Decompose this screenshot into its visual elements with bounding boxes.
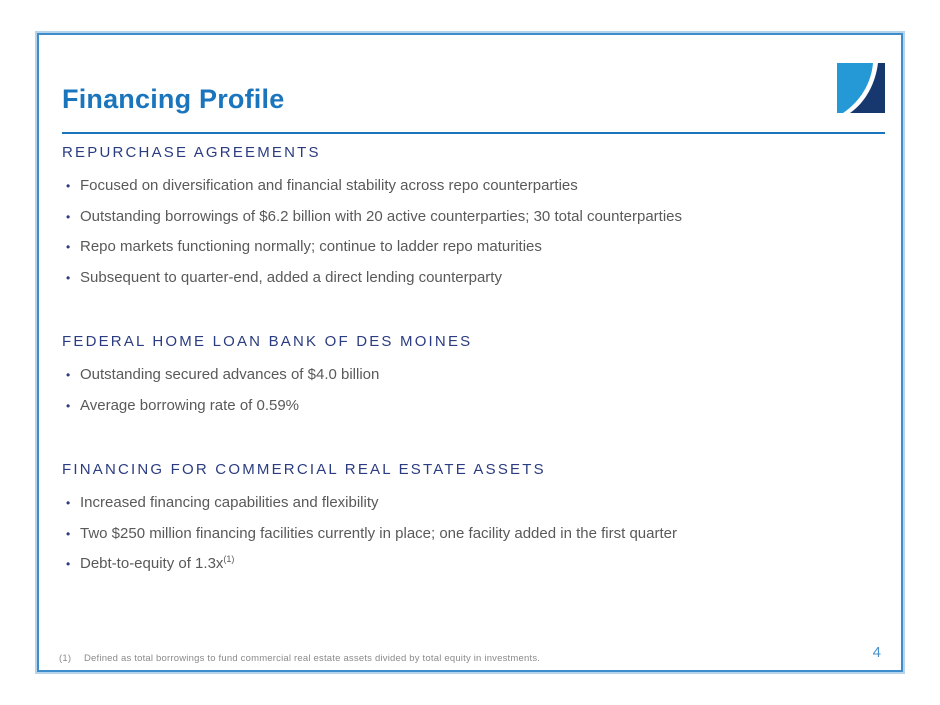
list-item	[66, 398, 885, 415]
list-item	[66, 209, 885, 226]
list-item	[66, 556, 885, 573]
list-item	[66, 239, 885, 256]
bullet-text: Average borrowing rate of 0.59%	[80, 396, 300, 414]
slide-frame	[37, 33, 903, 672]
bullet-icon: •	[66, 557, 71, 571]
bullet-icon: •	[66, 270, 71, 285]
bullet-list	[62, 495, 885, 573]
bullet-list	[62, 367, 885, 414]
bullet-list	[62, 178, 885, 286]
slide-content	[62, 145, 885, 621]
bullet-text: Outstanding secured advances of $4.0 billion	[80, 366, 380, 383]
footnote-reference: (1)	[223, 554, 235, 564]
list-item	[66, 495, 885, 512]
bullet-icon: •	[66, 398, 71, 413]
title-divider	[62, 132, 885, 134]
bullet-text: Increased financing capabilities and flexibility	[80, 494, 379, 511]
bullet-text: Outstanding borrowings of $6.2 billion with 20 active counterparties; 30 total counterparties	[80, 207, 683, 225]
bullet-icon: •	[66, 240, 71, 254]
page-title: Financing Profile	[62, 84, 285, 114]
section-repurchase-agreements	[62, 145, 885, 286]
bullet-text: Two $250 million financing facilities currently in place; one facility added in the first quarter	[80, 524, 677, 542]
bullet-text-main: Debt-to-equity of 1.3x	[80, 555, 224, 572]
list-item	[66, 178, 885, 195]
bullet-icon: •	[66, 209, 71, 224]
footnote-text: Defined as total borrowings to fund commercial real estate assets divided by total equity in investments.	[84, 653, 541, 664]
bullet-icon: •	[66, 496, 71, 510]
footnote-marker: (1)	[59, 653, 72, 664]
bullet-icon: •	[66, 368, 71, 382]
list-item	[66, 526, 885, 543]
section-header: REPURCHASE AGREEMENTS	[62, 144, 321, 161]
footnote	[59, 653, 540, 664]
list-item	[66, 270, 885, 287]
bullet-icon: •	[66, 526, 71, 541]
list-item	[66, 367, 885, 384]
company-logo-icon	[837, 63, 885, 113]
bullet-text	[76, 556, 234, 573]
bullet-text: Repo markets functioning normally; continue to ladder repo maturities	[80, 238, 542, 255]
section-header: FINANCING FOR COMMERCIAL REAL ESTATE ASSETS	[62, 461, 546, 478]
section-cre-financing	[62, 462, 885, 573]
section-fhlb-des-moines	[62, 334, 885, 414]
section-header: FEDERAL HOME LOAN BANK OF DES MOINES	[62, 333, 473, 350]
bullet-text: Focused on diversification and financial stability across repo counterparties	[80, 177, 578, 194]
bullet-icon: •	[66, 179, 71, 193]
bullet-text: Subsequent to quarter-end, added a direct lending counterparty	[80, 268, 502, 286]
page-number: 4	[872, 644, 881, 661]
